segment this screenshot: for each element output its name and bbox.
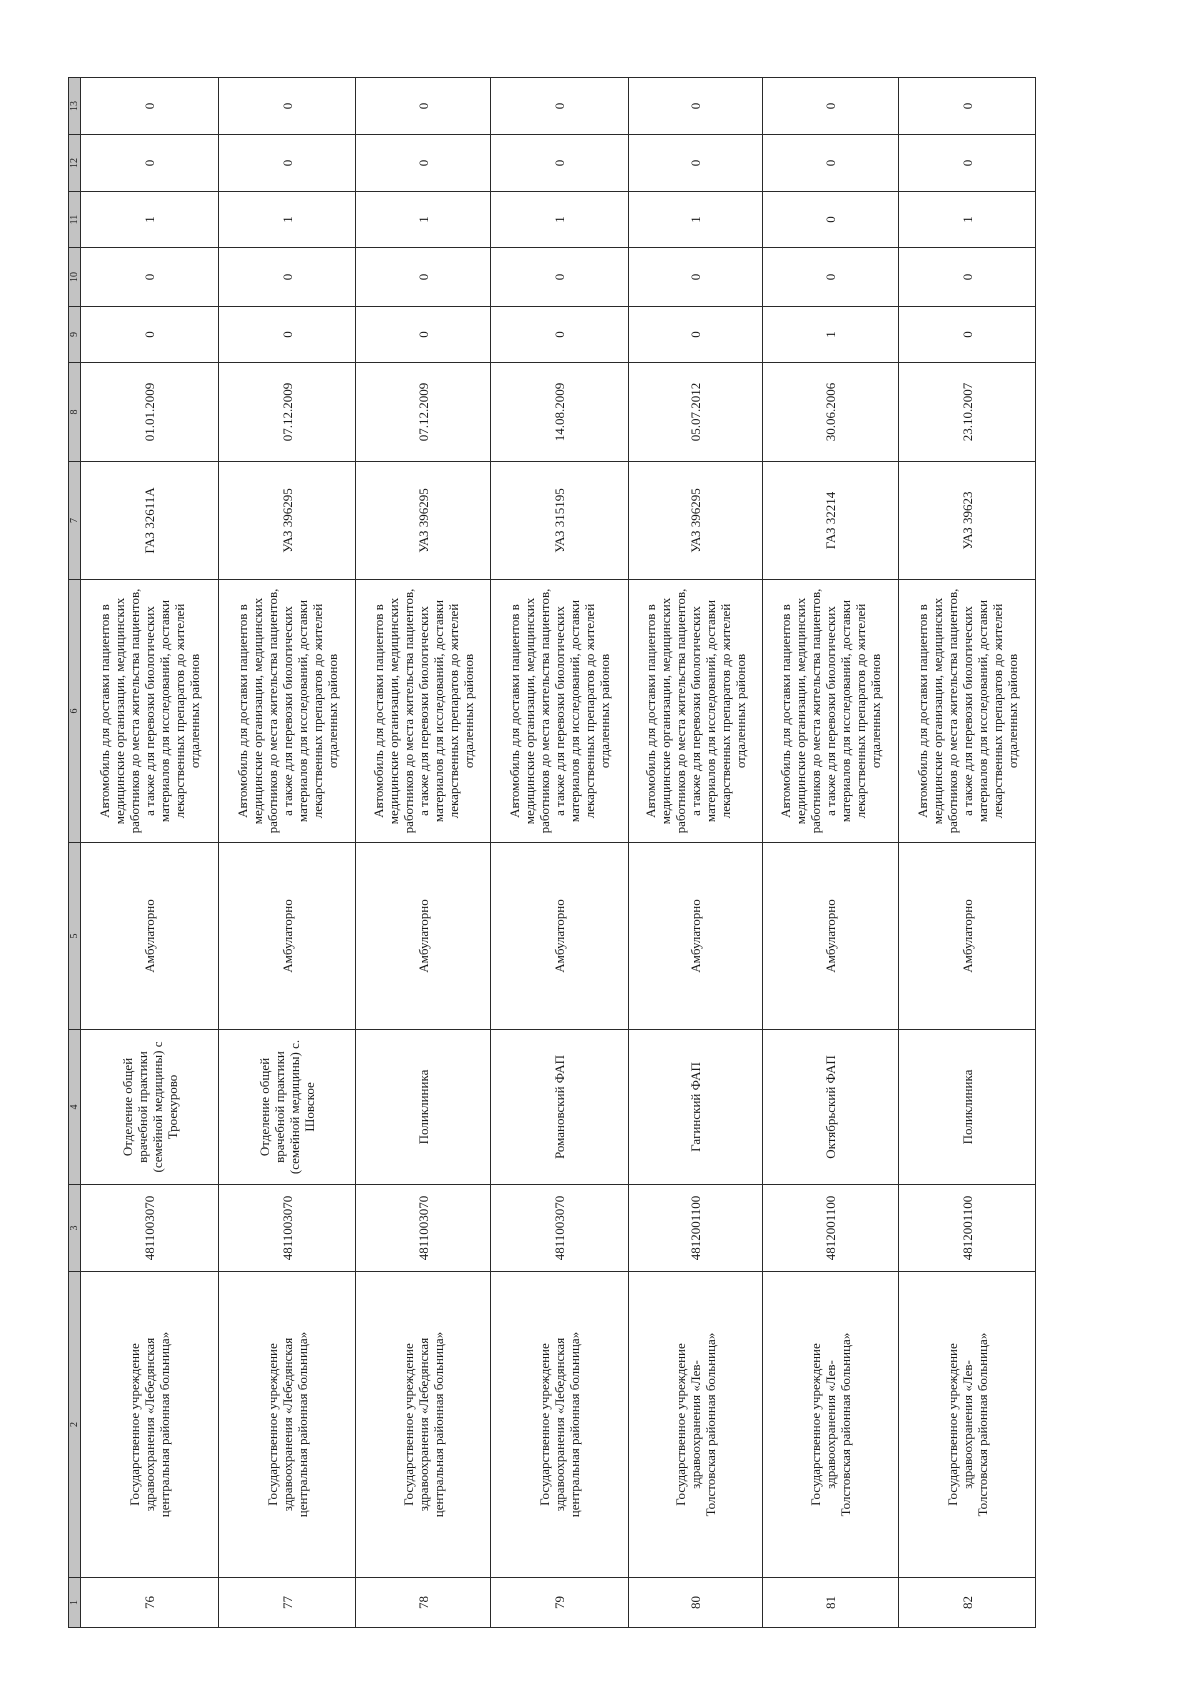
col-10-value-cell: 0 bbox=[219, 248, 356, 307]
subdivision-cell: Поликлиника bbox=[899, 1030, 1036, 1185]
col-12-value-cell: 0 bbox=[356, 135, 491, 192]
vehicle-model-cell: УАЗ 396295 bbox=[356, 462, 491, 580]
care-mode-cell: Амбулаторно bbox=[629, 843, 763, 1030]
vehicle-purpose-cell: Автомобиль для доставки пациентов в медицинские организации, медицинских работников до места жительства пациентов, а также для перевозки биологических материалов для исследований, доставки лекарственных препаратов до жителей отдаленных районов bbox=[763, 580, 899, 843]
col-11-value-cell: 1 bbox=[899, 192, 1036, 248]
rotated-table-wrapper bbox=[68, 78, 1035, 1628]
column-number-header: 2 bbox=[69, 1272, 81, 1578]
col-9-value-cell: 0 bbox=[219, 307, 356, 363]
care-mode-cell: Амбулаторно bbox=[763, 843, 899, 1030]
subdivision-cell: Октябрьский ФАП bbox=[763, 1030, 899, 1185]
institution-cell: Государственное учреждение здравоохранения «Лев-Толстовская районная больница» bbox=[763, 1272, 899, 1578]
vehicle-model-cell: ГАЗ 32214 bbox=[763, 462, 899, 580]
table-row bbox=[491, 78, 629, 1628]
care-mode-cell: Амбулаторно bbox=[81, 843, 219, 1030]
col-10-value-cell: 0 bbox=[629, 248, 763, 307]
col-12-value-cell: 0 bbox=[899, 135, 1036, 192]
subdivision-cell: Отделение общей врачебной практики (семейной медицины) с Троекурово bbox=[81, 1030, 219, 1185]
col-12-value-cell: 0 bbox=[763, 135, 899, 192]
column-number-header: 8 bbox=[69, 363, 81, 462]
date-cell: 07.12.2009 bbox=[356, 363, 491, 462]
subdivision-cell: Поликлиника bbox=[356, 1030, 491, 1185]
col-12-value-cell: 0 bbox=[491, 135, 629, 192]
subdivision-cell: Гагинский ФАП bbox=[629, 1030, 763, 1185]
row-number-cell: 76 bbox=[81, 1578, 219, 1628]
col-12-value-cell: 0 bbox=[219, 135, 356, 192]
institution-cell: Государственное учреждение здравоохранения «Лебедянская центральная районная больница» bbox=[356, 1272, 491, 1578]
table-row bbox=[81, 78, 219, 1628]
vehicle-model-cell: УАЗ 396295 bbox=[219, 462, 356, 580]
col-12-value-cell: 0 bbox=[81, 135, 219, 192]
vehicle-model-cell: УАЗ 396295 bbox=[629, 462, 763, 580]
vehicle-purpose-cell: Автомобиль для доставки пациентов в медицинские организации, медицинских работников до места жительства пациентов, а также для перевозки биологических материалов для исследований, доставки лекарственных препаратов до жителей отдаленных районов bbox=[491, 580, 629, 843]
date-cell: 05.07.2012 bbox=[629, 363, 763, 462]
col-10-value-cell: 0 bbox=[356, 248, 491, 307]
col-9-value-cell: 0 bbox=[491, 307, 629, 363]
date-cell: 01.01.2009 bbox=[81, 363, 219, 462]
code-cell: 4812001100 bbox=[899, 1185, 1036, 1272]
vehicle-model-cell: УАЗ 315195 bbox=[491, 462, 629, 580]
row-number-cell: 81 bbox=[763, 1578, 899, 1628]
column-number-header: 5 bbox=[69, 843, 81, 1030]
table-row bbox=[219, 78, 356, 1628]
code-cell: 4811003070 bbox=[356, 1185, 491, 1272]
row-number-cell: 77 bbox=[219, 1578, 356, 1628]
col-10-value-cell: 0 bbox=[763, 248, 899, 307]
subdivision-cell: Отделение общей врачебной практики (семейной медицины) с. Шовское bbox=[219, 1030, 356, 1185]
col-9-value-cell: 1 bbox=[763, 307, 899, 363]
vehicle-purpose-cell: Автомобиль для доставки пациентов в медицинские организации, медицинских работников до места жительства пациентов, а также для перевозки биологических материалов для исследований, доставки лекарственных препаратов до жителей отдаленных районов bbox=[899, 580, 1036, 843]
institution-cell: Государственное учреждение здравоохранения «Лебедянская центральная районная больница» bbox=[219, 1272, 356, 1578]
vehicle-model-cell: УАЗ 39623 bbox=[899, 462, 1036, 580]
care-mode-cell: Амбулаторно bbox=[219, 843, 356, 1030]
care-mode-cell: Амбулаторно bbox=[899, 843, 1036, 1030]
col-9-value-cell: 0 bbox=[81, 307, 219, 363]
col-11-value-cell: 1 bbox=[356, 192, 491, 248]
row-number-cell: 79 bbox=[491, 1578, 629, 1628]
col-11-value-cell: 0 bbox=[763, 192, 899, 248]
column-number-header: 13 bbox=[69, 78, 81, 135]
col-12-value-cell: 0 bbox=[629, 135, 763, 192]
col-11-value-cell: 1 bbox=[629, 192, 763, 248]
column-number-header: 3 bbox=[69, 1185, 81, 1272]
vehicle-purpose-cell: Автомобиль для доставки пациентов в медицинские организации, медицинских работников до места жительства пациентов, а также для перевозки биологических материалов для исследований, доставки лекарственных препаратов до жителей отдаленных районов bbox=[81, 580, 219, 843]
column-number-header: 12 bbox=[69, 135, 81, 192]
institution-cell: Государственное учреждение здравоохранения «Лебедянская центральная районная больница» bbox=[81, 1272, 219, 1578]
code-cell: 4811003070 bbox=[219, 1185, 356, 1272]
col-9-value-cell: 0 bbox=[356, 307, 491, 363]
column-number-header: 7 bbox=[69, 462, 81, 580]
date-cell: 30.06.2006 bbox=[763, 363, 899, 462]
col-10-value-cell: 0 bbox=[81, 248, 219, 307]
col-13-value-cell: 0 bbox=[899, 78, 1036, 135]
row-number-cell: 82 bbox=[899, 1578, 1036, 1628]
date-cell: 23.10.2007 bbox=[899, 363, 1036, 462]
subdivision-cell: Романовский ФАП bbox=[491, 1030, 629, 1185]
column-number-header: 10 bbox=[69, 248, 81, 307]
table-row bbox=[899, 78, 1036, 1628]
column-number-row bbox=[69, 78, 81, 1628]
col-10-value-cell: 0 bbox=[491, 248, 629, 307]
col-13-value-cell: 0 bbox=[356, 78, 491, 135]
row-number-cell: 78 bbox=[356, 1578, 491, 1628]
col-13-value-cell: 0 bbox=[491, 78, 629, 135]
institution-cell: Государственное учреждение здравоохранения «Лебедянская центральная районная больница» bbox=[491, 1272, 629, 1578]
vehicle-table bbox=[68, 77, 1036, 1628]
col-9-value-cell: 0 bbox=[899, 307, 1036, 363]
institution-cell: Государственное учреждение здравоохранения «Лев-Толстовская районная больница» bbox=[629, 1272, 763, 1578]
vehicle-purpose-cell: Автомобиль для доставки пациентов в медицинские организации, медицинских работников до места жительства пациентов, а также для перевозки биологических материалов для исследований, доставки лекарственных препаратов до жителей отдаленных районов bbox=[629, 580, 763, 843]
date-cell: 14.08.2009 bbox=[491, 363, 629, 462]
vehicle-model-cell: ГАЗ 32611А bbox=[81, 462, 219, 580]
col-11-value-cell: 1 bbox=[219, 192, 356, 248]
col-9-value-cell: 0 bbox=[629, 307, 763, 363]
col-13-value-cell: 0 bbox=[763, 78, 899, 135]
row-number-cell: 80 bbox=[629, 1578, 763, 1628]
column-number-header: 1 bbox=[69, 1578, 81, 1628]
column-number-header: 9 bbox=[69, 307, 81, 363]
institution-cell: Государственное учреждение здравоохранения «Лев-Толстовская районная больница» bbox=[899, 1272, 1036, 1578]
code-cell: 4812001100 bbox=[763, 1185, 899, 1272]
table-row bbox=[629, 78, 763, 1628]
col-13-value-cell: 0 bbox=[219, 78, 356, 135]
vehicle-purpose-cell: Автомобиль для доставки пациентов в медицинские организации, медицинских работников до места жительства пациентов, а также для перевозки биологических материалов для исследований, доставки лекарственных препаратов до жителей отдаленных районов bbox=[356, 580, 491, 843]
code-cell: 4811003070 bbox=[491, 1185, 629, 1272]
col-11-value-cell: 1 bbox=[81, 192, 219, 248]
col-11-value-cell: 1 bbox=[491, 192, 629, 248]
col-13-value-cell: 0 bbox=[629, 78, 763, 135]
code-cell: 4812001100 bbox=[629, 1185, 763, 1272]
table-row bbox=[356, 78, 491, 1628]
date-cell: 07.12.2009 bbox=[219, 363, 356, 462]
column-number-header: 4 bbox=[69, 1030, 81, 1185]
col-13-value-cell: 0 bbox=[81, 78, 219, 135]
care-mode-cell: Амбулаторно bbox=[356, 843, 491, 1030]
column-number-header: 11 bbox=[69, 192, 81, 248]
col-10-value-cell: 0 bbox=[899, 248, 1036, 307]
column-number-header: 6 bbox=[69, 580, 81, 843]
table-row bbox=[763, 78, 899, 1628]
vehicle-purpose-cell: Автомобиль для доставки пациентов в медицинские организации, медицинских работников до места жительства пациентов, а также для перевозки биологических материалов для исследований, доставки лекарственных препаратов до жителей отдаленных районов bbox=[219, 580, 356, 843]
care-mode-cell: Амбулаторно bbox=[491, 843, 629, 1030]
code-cell: 4811003070 bbox=[81, 1185, 219, 1272]
